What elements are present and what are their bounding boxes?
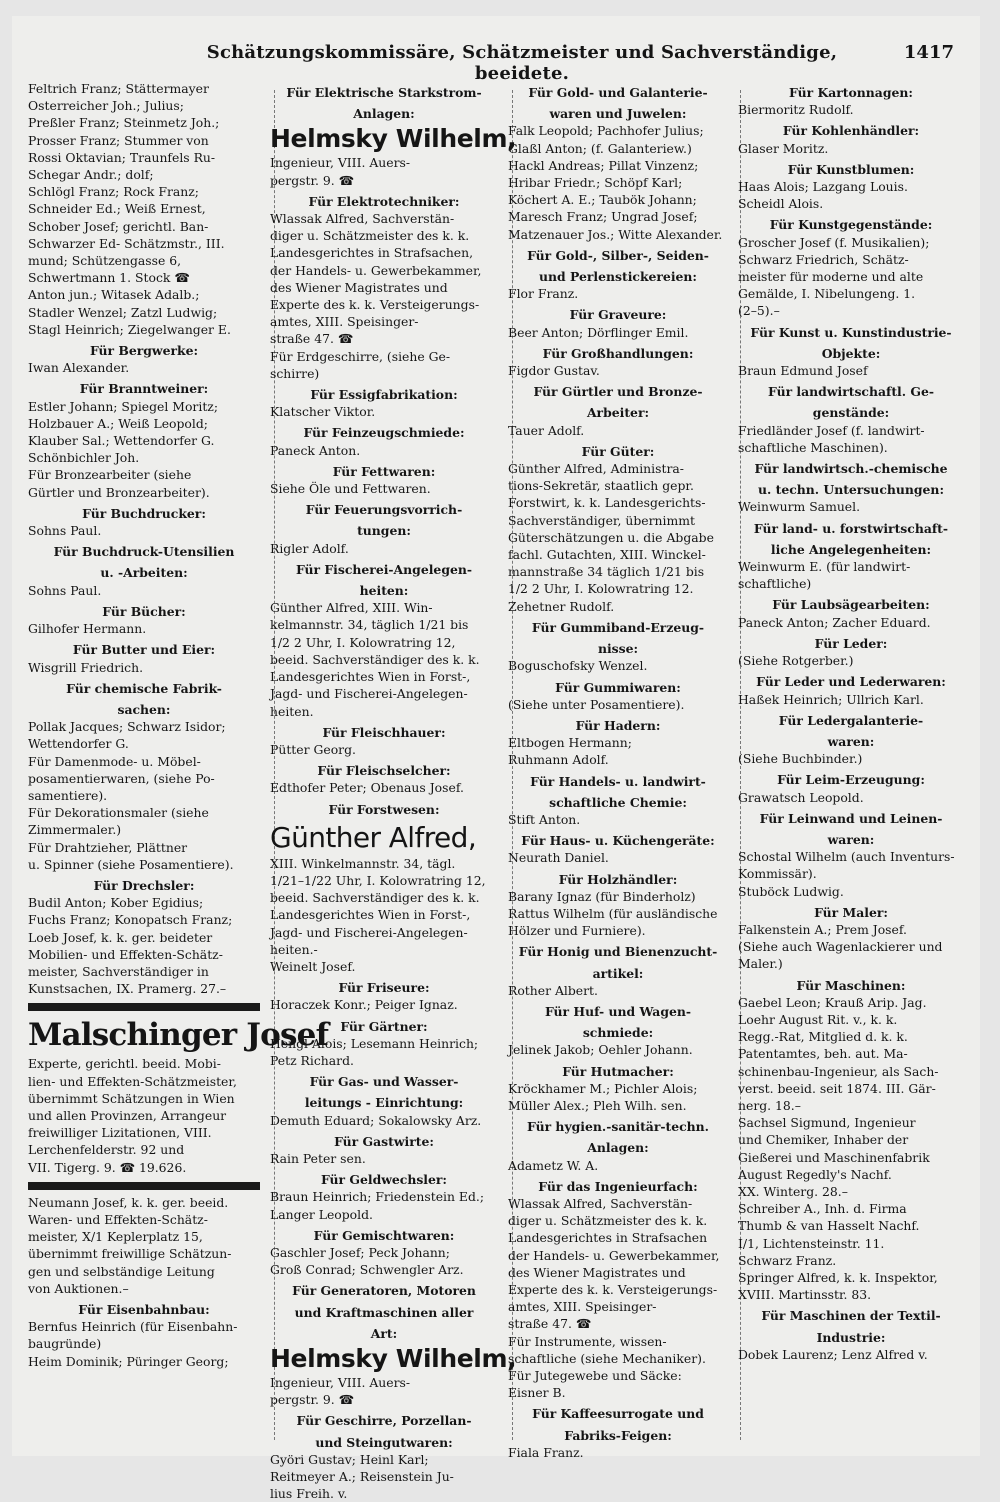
directory-entry: Experte des k. k. Versteigerungs- [508,1282,718,1297]
directory-entry: diger u. Schätzmeister des k. k. [508,1213,708,1229]
directory-entry: Wettendorfer G. [28,736,129,752]
directory-entry: heiten.- [270,941,318,957]
category-heading: Für Huf- und Wagen- [544,1003,692,1019]
directory-entry: Rain Peter sen. [270,1150,366,1166]
directory-entry: Experte, gerichtl. beeid. Mobi- [28,1056,221,1072]
category-heading: Für Gold- und Galanterie- [528,85,708,100]
directory-entry: beeid. Sachverständiger des k. k. [270,651,480,667]
directory-entry: Petz Richard. [270,1052,354,1068]
directory-entry: kelmannstr. 34, täglich 1/21 bis [270,617,469,633]
directory-entry: Schönbichler Joh. [28,450,140,466]
category-heading: Für Kunstblumen: [787,161,915,177]
directory-entry: des Wiener Magistrates und [270,279,448,295]
directory-entry: Für Instrumente, wissen- [508,1333,667,1349]
display-name: Günther Alfred, [270,820,477,854]
category-heading: Für Graveure: [569,307,667,323]
directory-entry: Groscher Josef (f. Musikalien); [738,234,930,250]
display-name: Helmsky Wilhelm, [270,1344,517,1373]
category-heading: Für Buchdruck-Utensilien [53,544,235,560]
directory-entry: Fuchs Franz; Konopatsch Franz; [28,912,233,928]
category-heading: Für Gemischtwaren: [313,1227,455,1243]
directory-entry: lius Freih. v. [270,1486,348,1502]
directory-entry: Experte des k. k. Versteigerungs- [270,297,480,313]
directory-entry: Klauber Sal.; Wettendorfer G. [28,433,215,449]
directory-entry: XVIII. Martinsstr. 83. [738,1287,872,1303]
directory-entry: Scheidl Alois. [738,196,824,212]
directory-entry: Forstwirt, k. k. Landesgerichts- [508,495,706,511]
category-heading: Für Buchdrucker: [82,505,206,521]
directory-entry: Köchert A. E.; Taubök Johann; [508,192,697,208]
advert-rule [28,1182,260,1190]
category-heading: Für chemische Fabrik- [66,680,222,696]
directory-entry: mund; Schützengasse 6, [28,253,182,269]
directory-entry: Dobek Laurenz; Lenz Alfred v. [738,1346,928,1362]
directory-entry: Hengl Alois; Lesemann Heinrich; [270,1035,479,1051]
directory-entry: Gilhofer Hermann. [28,621,147,637]
category-heading: Für Fleischhauer: [322,724,446,740]
category-heading: Für Essigfabrikation: [310,387,458,403]
directory-entry: Neurath Daniel. [508,850,609,866]
directory-entry: Stift Anton. [508,811,581,827]
directory-entry: Klatscher Viktor. [270,404,376,420]
directory-entry: Biermoritz Rudolf. [738,102,854,118]
directory-entry: Landesgerichtes in Strafsachen [508,1230,708,1246]
directory-entry: Fiala Franz. [508,1444,584,1460]
category-heading: und Kraftmaschinen aller [294,1304,474,1320]
category-heading: Für Gummiband-Erzeug- [531,619,705,635]
category-heading: waren und Juwelen: [549,106,687,122]
category-heading: Für Maschinen der Textil- [761,1308,941,1324]
directory-entry: Günther Alfred, XIII. Win- [270,600,433,616]
directory-entry: Rattus Wilhelm (für ausländische [508,905,718,921]
directory-entry: Schwarz Franz. [738,1252,837,1268]
directory-entry: Schreiber A., Inh. d. Firma [738,1201,907,1217]
directory-entry: baugründe) [28,1336,102,1352]
directory-entry: Pollak Jacques; Schwarz Isidor; [28,719,226,735]
directory-entry: Springer Alfred, k. k. Inspektor, [738,1270,938,1285]
category-heading: Für Forstwesen: [328,801,440,817]
directory-entry: Regg.-Rat, Mitglied d. k. k. [738,1029,908,1045]
column-4 [738,80,964,1450]
category-heading: Für Geldwechsler: [320,1172,448,1188]
directory-entry: posamentierwaren, (siehe Po- [28,770,215,786]
directory-entry: Braun Edmund Josef [738,363,868,379]
category-heading: Für Kaffeesurrogate und [532,1406,704,1422]
category-heading: sachen: [117,701,171,717]
category-heading: Für Fischerei-Angelegen- [295,561,473,577]
directory-entry: Für Erdgeschirre, (siehe Ge- [270,348,451,364]
directory-entry: Demuth Eduard; Sokalowsky Arz. [270,1112,482,1128]
category-heading: Für Holzhändler: [558,871,678,887]
directory-entry: meister für moderne und alte [738,269,924,285]
directory-entry: Ingenieur, VIII. Auers- [270,155,411,171]
directory-entry: Landesgerichtes Wien in Forst-, [270,669,471,685]
category-heading: Für Kohlenhändler: [782,123,920,139]
category-heading: leitungs - Einrichtung: [304,1095,464,1111]
directory-entry: des Wiener Magistrates und [508,1264,686,1280]
directory-entry: Weinwurm E. (für landwirt- [738,559,911,575]
directory-entry: Für Jutegewebe und Säcke: [508,1368,682,1384]
category-heading: genstände: [812,405,890,421]
running-title: Schätzungskommissäre, Schätzmeister und Sachverständige, beeidete. [206,42,838,84]
category-heading: Fabriks-Feigen: [564,1427,672,1443]
directory-entry: Wlassak Alfred, Sachverstän- [508,1195,693,1211]
directory-entry: Eisner B. [508,1385,566,1401]
category-heading: heiten: [359,583,409,599]
directory-entry: Schober Josef; gerichtl. Ban- [28,218,209,234]
category-heading: Für landwirtschaftl. Ge- [767,384,934,400]
category-heading: Für Bücher: [102,603,186,619]
directory-entry: Schwertmann 1. Stock ☎ [28,270,190,286]
category-heading: Für Handels- u. landwirt- [530,773,706,789]
directory-entry: nerg. 18.– [738,1097,801,1113]
category-heading: Für Maler: [814,904,888,920]
directory-entry: (Siehe Buchbinder.) [738,751,863,767]
directory-entry: Weinwurm Samuel. [738,499,861,515]
directory-entry: Für Dekorationsmaler (siehe [28,805,209,821]
directory-entry: gen und selbständige Leitung [28,1263,215,1279]
directory-entry: Eltbogen Hermann; [508,735,632,751]
page-header [12,42,980,84]
directory-entry: Hölzer und Furniere). [508,923,646,939]
directory-entry: Zimmermaler.) [28,822,122,838]
directory-entry: 1/21–1/22 Uhr, I. Kolowratring 12, [270,872,486,888]
directory-entry: amtes, XIII. Speisinger- [270,314,419,330]
directory-entry: Jagd- und Fischerei-Angelegen- [270,924,468,940]
category-heading: und Perlenstickereien: [539,269,697,285]
category-heading: Für Gürtler und Bronze- [533,384,703,400]
column-3 [508,80,728,1460]
directory-entry: Preßler Franz; Steinmetz Joh.; [28,115,220,131]
directory-entry: Günther Alfred, Administra- [508,461,684,477]
category-heading: Für Feinzeugschmiede: [303,425,465,441]
directory-entry: 1/2 2 Uhr, I. Kolowratring 12. [508,581,694,597]
directory-entry: Schneider Ed.; Weiß Ernest, [28,201,206,217]
directory-entry: Stagl Heinrich; Ziegelwanger E. [28,321,231,337]
directory-entry: Sachsel Sigmund, Ingenieur [738,1115,916,1131]
category-heading: Für Gold-, Silber-, Seiden- [527,247,709,263]
category-heading: waren: [827,831,875,847]
display-name: Helmsky Wilhelm, [270,124,517,154]
category-heading: artikel: [592,965,644,981]
directory-entry: Rother Albert. [508,982,598,998]
directory-entry: der Handels- u. Gewerbekammer, [270,262,482,278]
directory-entry: meister, Sachverständiger in [28,963,209,979]
directory-entry: (2–5).– [738,303,780,319]
directory-entry: Gaebel Leon; Krauß Arip. Jag. [738,994,927,1010]
category-heading: waren: [827,733,875,749]
category-heading: Für Fleischselcher: [317,763,451,779]
directory-entry: Hribar Friedr.; Schöpf Karl; [508,175,683,191]
category-heading: Anlagen: [353,106,415,122]
directory-entry: Rigler Adolf. [270,540,349,556]
directory-entry: Prosser Franz; Stummer von [28,132,209,148]
page-number: 1417 [903,42,954,63]
directory-entry: Güterschätzungen u. die Abgabe [508,529,714,545]
directory-entry: pergstr. 9. ☎ [270,1392,355,1408]
directory-entry: Schwarz Friedrich, Schätz- [738,251,909,267]
directory-entry: Paneck Anton; Zacher Eduard. [738,614,931,630]
directory-entry: VII. Tigerg. 9. ☎ 19.626. [28,1159,187,1175]
category-heading: Für Ledergalanterie- [778,712,924,728]
directory-entry: Jelinek Jakob; Oehler Johann. [508,1042,693,1058]
directory-entry: Maresch Franz; Ungrad Josef; [508,209,698,225]
category-heading: Für Laubsägearbeiten: [772,597,930,613]
category-heading: Für Branntweiner: [79,381,209,397]
directory-entry: pergstr. 9. ☎ [270,172,355,188]
directory-entry: Loeb Josef, k. k. ger. beideter [28,929,213,945]
directory-entry: Flor Franz. [508,286,579,302]
directory-entry: Falkenstein A.; Prem Josef. [738,921,907,937]
directory-entry: Schostal Wilhelm (auch Inventurs- [738,849,955,865]
directory-entry: Paneck Anton. [270,442,361,458]
directory-entry: der Handels- u. Gewerbekammer, [508,1247,720,1263]
category-heading: Für Gas- und Wasser- [309,1074,459,1090]
directory-entry: Sohns Paul. [28,523,102,539]
directory-entry: und Chemiker, Inhaber der [738,1132,909,1148]
category-heading: schaftliche Chemie: [549,794,687,810]
directory-entry: schaftliche (siehe Mechaniker). [508,1350,706,1366]
directory-entry: Barany Ignaz (für Binderholz) [508,888,696,904]
directory-entry: Heim Dominik; Püringer Georg; [28,1353,229,1369]
directory-entry: und allen Provinzen, Arrangeur [28,1107,227,1123]
directory-entry: Osterreicher Joh.; Julius; [28,98,184,114]
category-heading: Für Leder: [814,635,888,651]
directory-entry: Beer Anton; Dörflinger Emil. [508,324,689,340]
directory-entry: Landesgerichtes Wien in Forst-, [270,907,471,923]
directory-entry: Ruhmann Adolf. [508,752,609,768]
category-heading: liche Angelegenheiten: [770,541,932,557]
directory-entry: Matzenauer Jos.; Witte Alexander. [508,226,723,242]
directory-entry: Thumb & van Hasselt Nachf. [738,1218,920,1234]
directory-entry: Pütter Georg. [270,741,356,757]
category-heading: Für Elektrotechniker: [308,193,460,209]
category-heading: Industrie: [816,1329,886,1345]
directory-entry: Für Damenmode- u. Möbel- [28,753,201,769]
directory-entry: Budil Anton; Kober Egidius; [28,895,204,911]
category-heading: u. -Arbeiten: [100,565,188,581]
category-heading: Anlagen: [587,1140,649,1156]
directory-entry: Anton jun.; Witasek Adalb.; [28,287,200,303]
directory-entry: Mobilien- und Effekten-Schätz- [28,946,223,962]
category-heading: Für Maschinen: [796,977,906,993]
directory-entry: Wisgrill Friedrich. [28,659,144,675]
directory-page [12,16,980,1502]
directory-entry: Gießerei und Maschinenfabrik [738,1149,930,1165]
directory-entry: Sohns Paul. [28,582,102,598]
directory-entry: schaftliche) [738,576,812,592]
directory-entry: Gemälde, I. Nibelungeng. 1. [738,286,916,302]
directory-entry: Langer Leopold. [270,1206,373,1222]
category-heading: Für Bergwerke: [89,343,199,359]
directory-entry: heiten. [270,703,314,719]
directory-entry: Für Bronzearbeiter (siehe [28,467,192,483]
directory-entry: August Regedly's Nachf. [738,1166,892,1182]
category-heading: Für Honig und Bienenzucht- [518,944,718,960]
directory-entry: Grawatsch Leopold. [738,789,864,805]
directory-entry: schaftliche Maschinen). [738,439,888,455]
category-heading: Für Geschirre, Porzellan- [296,1413,472,1429]
directory-entry: Patentamtes, beh. aut. Ma- [738,1046,908,1062]
directory-entry: übernimmt freiwillige Schätzun- [28,1246,232,1262]
directory-entry: Boguschofsky Wenzel. [508,658,648,674]
directory-entry: 1/2 2 Uhr, I. Kolowratring 12, [270,634,456,650]
directory-entry: Hackl Andreas; Pillat Vinzenz; [508,157,699,173]
directory-entry: Iwan Alexander. [28,360,130,376]
category-heading: Für Fettwaren: [332,463,436,479]
directory-entry: u. Spinner (siehe Posamentiere). [28,856,234,872]
directory-entry: Bernfus Heinrich (für Eisenbahn- [28,1319,238,1335]
directory-entry: lien- und Effekten-Schätzmeister, [28,1073,237,1089]
directory-entry: Zehetner Rudolf. [508,598,615,614]
directory-entry: Schegar Andr.; dolf; [28,167,154,183]
category-heading: Für Drechsler: [93,877,195,893]
directory-entry: Gaschler Josef; Peck Johann; [270,1244,450,1260]
directory-entry: XIII. Winkelmannstr. 34, tägl. [270,855,456,871]
category-heading: Objekte: [821,345,881,361]
directory-entry: Weinelt Josef. [270,958,356,974]
directory-entry: Ingenieur, VIII. Auers- [270,1375,411,1390]
category-heading: und Steingutwaren: [315,1434,453,1450]
column-2 [270,80,517,1502]
category-heading: Für das Ingenieurfach: [538,1178,698,1194]
directory-entry: Schwarzer Ed- Schätzmstr., III. [28,235,225,251]
directory-entry: straße 47. ☎ [270,331,354,347]
category-heading: Für Großhandlungen: [542,345,694,361]
directory-entry: Haßek Heinrich; Ullrich Karl. [738,691,924,707]
directory-entry: Kunstsachen, IX. Pramerg. 27.– [28,981,227,997]
directory-entry: Figdor Gustav. [508,363,600,379]
advert-rule [28,1003,260,1011]
directory-entry: Estler Johann; Spiegel Moritz; [28,398,219,414]
directory-entry: Glaßl Anton; (f. Galanteriew.) [508,140,692,156]
directory-entry: schinenbau-Ingenieur, als Sach- [738,1063,939,1079]
directory-entry: Glaser Moritz. [738,140,829,156]
directory-entry: Lerchenfelderstr. 92 und [28,1142,185,1158]
category-heading: Für Friseure: [338,980,430,996]
directory-entry: Neumann Josef, k. k. ger. beeid. [28,1194,229,1210]
directory-entry: (Siehe auch Wagenlackierer und [738,939,943,955]
category-heading: Arbeiter: [586,405,650,421]
directory-entry: Falk Leopold; Pachhofer Julius; [508,123,704,139]
directory-entry: Siehe Öle und Fettwaren. [270,481,431,497]
directory-entry: fachl. Gutachten, XIII. Winckel- [508,547,706,563]
directory-entry: Müller Alex.; Pleh Wilh. sen. [508,1097,687,1113]
category-heading: Für Elektrische Starkstrom- [286,85,482,100]
directory-entry: Stadler Wenzel; Zatzl Ludwig; [28,304,218,320]
directory-entry: Holzbauer A.; Weiß Leopold; [28,415,208,431]
directory-entry: Kommissär). [738,866,817,882]
category-heading: Für land- u. forstwirtschaft- [753,520,949,536]
category-heading: Für Leim-Erzeugung: [777,772,925,788]
category-heading: Für Gärtner: [340,1018,428,1034]
directory-entry: I/1, Lichtensteinstr. 11. [738,1235,885,1251]
directory-entry: mannstraße 34 täglich 1/21 bis [508,564,705,580]
category-heading: Für Leinwand und Leinen- [759,810,943,826]
directory-entry: Maler.) [738,956,783,972]
directory-entry: Braun Heinrich; Friedenstein Ed.; [270,1189,485,1205]
directory-entry: Jagd- und Fischerei-Angelegen- [270,686,468,702]
directory-entry: Haas Alois; Lazgang Louis. [738,179,908,195]
category-heading: Für Butter und Eier: [72,642,216,658]
directory-entry: Kröckhamer M.; Pichler Alois; [508,1080,698,1096]
category-heading: schmiede: [582,1025,654,1041]
directory-entry: Horaczek Konr.; Peiger Ignaz. [270,997,458,1013]
directory-entry: (Siehe unter Posamentiere). [508,696,685,712]
directory-entry: samentiere). [28,787,108,803]
directory-entry: Loehr August Rit. v., k. k. [738,1011,898,1027]
category-heading: Für Hadern: [575,717,661,733]
directory-entry: meister, X/1 Keplerplatz 15, [28,1229,203,1245]
directory-entry: Schlögl Franz; Rock Franz; [28,184,199,200]
directory-entry: Sachverständiger, übernimmt [508,512,695,528]
directory-entry: freiwilliger Lizitationen, VIII. [28,1125,212,1141]
directory-entry: Friedländer Josef (f. landwirt- [738,422,925,438]
directory-entry: straße 47. ☎ [508,1316,592,1332]
directory-entry: Stuböck Ludwig. [738,883,844,899]
directory-entry: Edthofer Peter; Obenaus Josef. [270,780,464,796]
directory-columns [28,80,964,1502]
category-heading: Für Kartonnagen: [789,85,913,100]
directory-entry: von Auktionen.– [28,1280,129,1296]
category-heading: Für Leder und Lederwaren: [756,674,946,690]
directory-entry: diger u. Schätzmeister des k. k. [270,228,470,244]
directory-entry: Gürtler und Bronzearbeiter). [28,484,210,500]
directory-entry: Groß Conrad; Schwengler Arz. [270,1262,464,1278]
directory-entry: Feltrich Franz; Stättermayer [28,81,209,96]
directory-entry: Rossi Oktavian; Traunfels Ru- [28,149,216,165]
directory-entry: XX. Winterg. 28.– [738,1183,848,1199]
directory-entry: Waren- und Effekten-Schätz- [28,1211,208,1227]
directory-entry: (Siehe Rotgerber.) [738,653,854,669]
advert-title: Malschinger Josef [28,1017,329,1054]
category-heading: u. techn. Untersuchungen: [757,482,945,498]
directory-entry: Für Drahtzieher, Plättner [28,839,188,855]
category-heading: tungen: [357,523,411,539]
category-heading: Art: [370,1325,398,1341]
category-heading: Für Kunst u. Kunstindustrie- [750,324,952,340]
directory-entry: Tauer Adolf. [508,422,585,438]
category-heading: Für Generatoren, Motoren [292,1283,476,1299]
category-heading: Für Gastwirte: [334,1133,434,1149]
category-heading: Für Gummiwaren: [555,679,681,695]
category-heading: Für Hutmacher: [562,1063,674,1079]
directory-entry: verst. beeid. seit 1874. III. Gär- [738,1080,936,1096]
directory-entry: Landesgerichtes in Strafsachen, [270,245,474,261]
category-heading: Für Kunstgegenstände: [769,217,933,233]
directory-entry: Reitmeyer A.; Reisenstein Ju- [270,1469,454,1485]
directory-entry: Györi Gustav; Heinl Karl; [270,1451,429,1467]
category-heading: Für Eisenbahnbau: [78,1302,210,1317]
directory-entry: tions-Sekretär, staatlich gepr. [508,478,694,494]
category-heading: Für Güter: [581,443,655,459]
directory-entry: Adametz W. A. [508,1157,599,1173]
directory-entry: übernimmt Schätzungen in Wien [28,1090,235,1106]
category-heading: Für Haus- u. Küchengeräte: [521,833,715,849]
category-heading: nisse: [597,641,639,657]
directory-entry: beeid. Sachverständiger des k. k. [270,890,480,906]
directory-entry: amtes, XIII. Speisinger- [508,1299,657,1315]
directory-entry: Wlassak Alfred, Sachverstän- [270,211,455,227]
category-heading: Für landwirtsch.-chemische [754,461,948,477]
category-heading: Für Feuerungsvorrich- [305,502,463,518]
category-heading: Für hygien.-sanitär-techn. [527,1119,709,1135]
directory-entry: schirre) [270,365,320,381]
